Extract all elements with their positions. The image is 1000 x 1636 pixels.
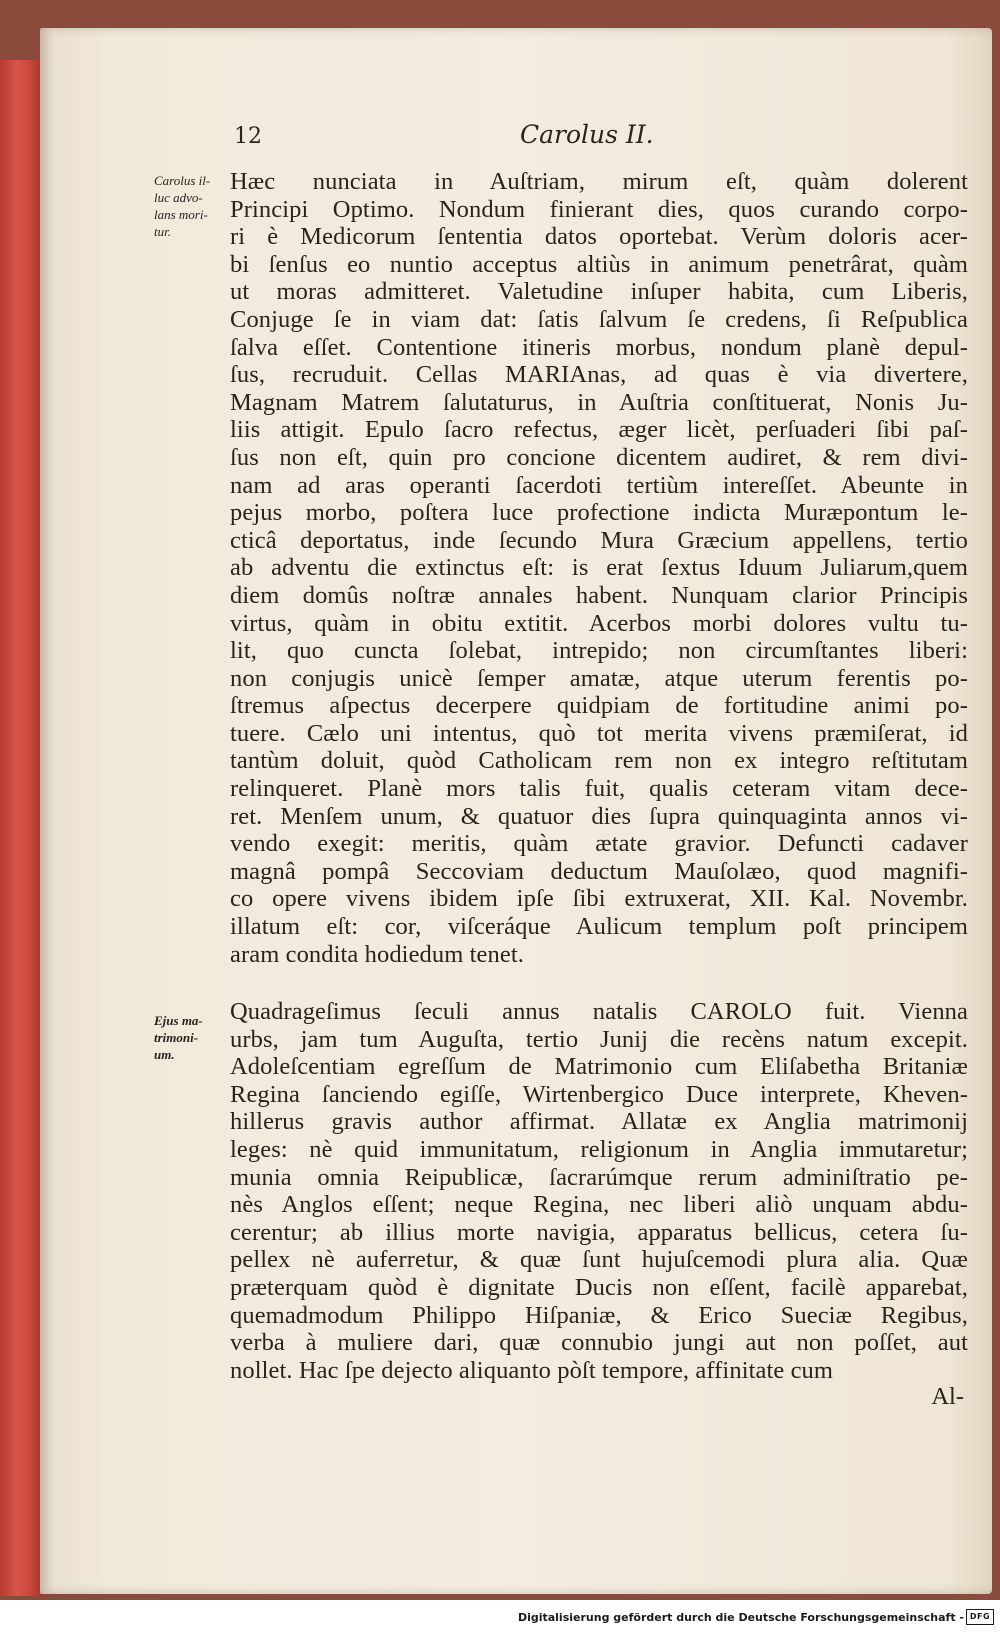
text-line: leges: nè quid immunitatum, religionum in Anglia immutaretur; [230,1135,968,1163]
text-line: ſus non eſt, quin pro concione dicentem audiret, & rem divi- [230,443,968,471]
text-line: tuere. Cælo uni intentus, quò tot merita vivens præmiſerat, id [230,719,968,747]
text-line: aram condita hodiedum tenet. [230,940,524,968]
text-line: ut moras admitteret. Valetudine inſuper habita, cum Liberis, [230,278,968,306]
text-line: ſus, recruduit. Cellas MARIAnas, ad quas è via divertere, [230,361,968,389]
text-line: Principi Optimo. Nondum finierant dies, quos curando corpo- [230,195,968,223]
text-line: Magnam Matrem ſalutaturus, in Auſtria conſtituerat, Nonis Ju- [230,388,968,416]
text-line: Conjuge ſe in viam dat: ſatis ſalvum ſe credens, ſi Reſpublica [230,305,968,333]
red-page-edges [0,60,44,1596]
text-line: pejus morbo, poſtera luce profectione indicta Muræpontum le- [230,499,968,527]
text-line: nollet. Hac ſpe dejecto aliquanto pòſt tempore, affinitate cum [230,1356,834,1384]
text-line: verba à muliere dari, quæ connubio jungi aut non poſſet, aut [230,1329,968,1357]
text-line: cticâ deportatus, inde ſecundo Mura Græcium appellens, tertio [230,526,968,554]
text-line: Regina ſanciendo egiſſe, Wirtenbergico Duce interprete, Kheven- [230,1080,968,1108]
marginal-note-1 [154,172,234,240]
text-line: pellex nè auferretur, & quæ ſunt hujuſcemodi plura alia. Quæ [230,1246,968,1274]
text-line: ret. Menſem unum, & quatuor dies ſupra quinquaginta annos vi- [230,802,968,830]
text-line: urbs, jam tum Auguſta, tertio Junij die recèns natum excepit. [230,1025,968,1053]
paragraph-2 [230,998,968,1384]
marginal-line: Ejus ma- [154,1013,203,1028]
text-line: non conjugis unicè ſemper amatæ, atque uterum ferentis po- [230,664,968,692]
text-line: ſtremus aſpectus decerpere quidpiam de fortitudine animi po- [230,692,968,720]
dfg-logo-icon: DFG [966,1609,994,1625]
digitization-footer [0,1604,1000,1636]
paragraph-1 [230,168,968,968]
text-line: quemadmodum Philippo Hiſpaniæ, & Erico Sueciæ Regibus, [230,1301,968,1329]
text-line: magnâ pompâ Seccoviam deductum Mauſolæo, quod magnifi- [230,857,968,885]
text-line: lit, quo cuncta ſolebat, intrepido; non circumſtantes liberi: [230,637,968,665]
text-line: hillerus gravis author affirmat. Allatæ ex Anglia matrimonij [230,1108,968,1136]
text-line: diem domûs noſtræ annales habent. Nunquam clarior Principis [230,581,968,609]
text-line: tantùm doluit, quòd Catholicam rem non ex integro reſtitutam [230,747,968,775]
text-line: præterquam quòd è dignitate Ducis non eſſent, facilè apparebat, [230,1273,968,1301]
marginal-line: tur. [154,224,171,239]
funding-credit: Digitalisierung gefördert durch die Deutsche Forschungsgemeinschaft - [517,1611,964,1624]
text-line: nam ad aras operanti ſacerdoti tertiùm intereſſet. Abeunte in [230,471,968,499]
text-line: vendo exegit: meritis, quàm ætate gravior. Defuncti cadaver [230,830,968,858]
text-line: virtus, quàm in obitu extitit. Acerbos morbi dolores vultu tu- [230,609,968,637]
marginal-line: lans mori- [154,207,208,222]
text-line: illatum eſt: cor, viſceráque Aulicum templum poſt principem [230,913,968,941]
text-line: Quadrageſimus ſeculi annus natalis CAROLO fuit. Vienna [230,998,968,1025]
running-title: Carolus II. [520,120,654,149]
marginal-note-2 [154,1012,234,1063]
text-line: munia omnia Reipublicæ, ſacrarúmque rerum adminiſtratio pe- [230,1163,968,1191]
catchword: Al- [931,1383,964,1410]
text-line: ſalva eſſet. Contentione itineris morbus, nondum planè depul- [230,333,968,361]
text-line: ri è Medicorum ſententia datos oportebat. Verùm doloris acer- [230,223,968,251]
text-line: cerentur; ab illius morte navigia, apparatus bellicus, cetera ſu- [230,1218,968,1246]
page-number: 12 [234,124,262,149]
text-line: ab adventu die extinctus eſt: is erat ſextus Iduum Juliarum,quem [230,554,968,582]
marginal-line: um. [154,1047,175,1062]
text-line: co opere vivens ibidem ipſe ſibi extruxerat, XII. Kal. Novembr. [230,885,968,913]
marginal-line: Carolus il- [154,173,211,188]
marginal-line: trimoni- [154,1030,199,1045]
text-line: liis attigit. Epulo ſacro refectus, æger licèt, perſuaderi ſibi paſ- [230,416,968,444]
book-page [40,28,992,1594]
marginal-line: luc advo- [154,190,203,205]
text-line: Adoleſcentiam egreſſum de Matrimonio cum Eliſabetha Britaniæ [230,1053,968,1081]
text-line: Hæc nunciata in Auſtriam, mirum eſt, quàm dolerent [230,168,968,195]
page-header [40,120,992,160]
text-line: bi ſenſus eo nuntio acceptus altiùs in animum penetrârat, quàm [230,250,968,278]
text-line: relinqueret. Planè mors talis fuit, qualis ceteram vitam dece- [230,775,968,803]
text-line: nès Anglos eſſent; neque Regina, nec liberi aliò unquam abdu- [230,1191,968,1219]
